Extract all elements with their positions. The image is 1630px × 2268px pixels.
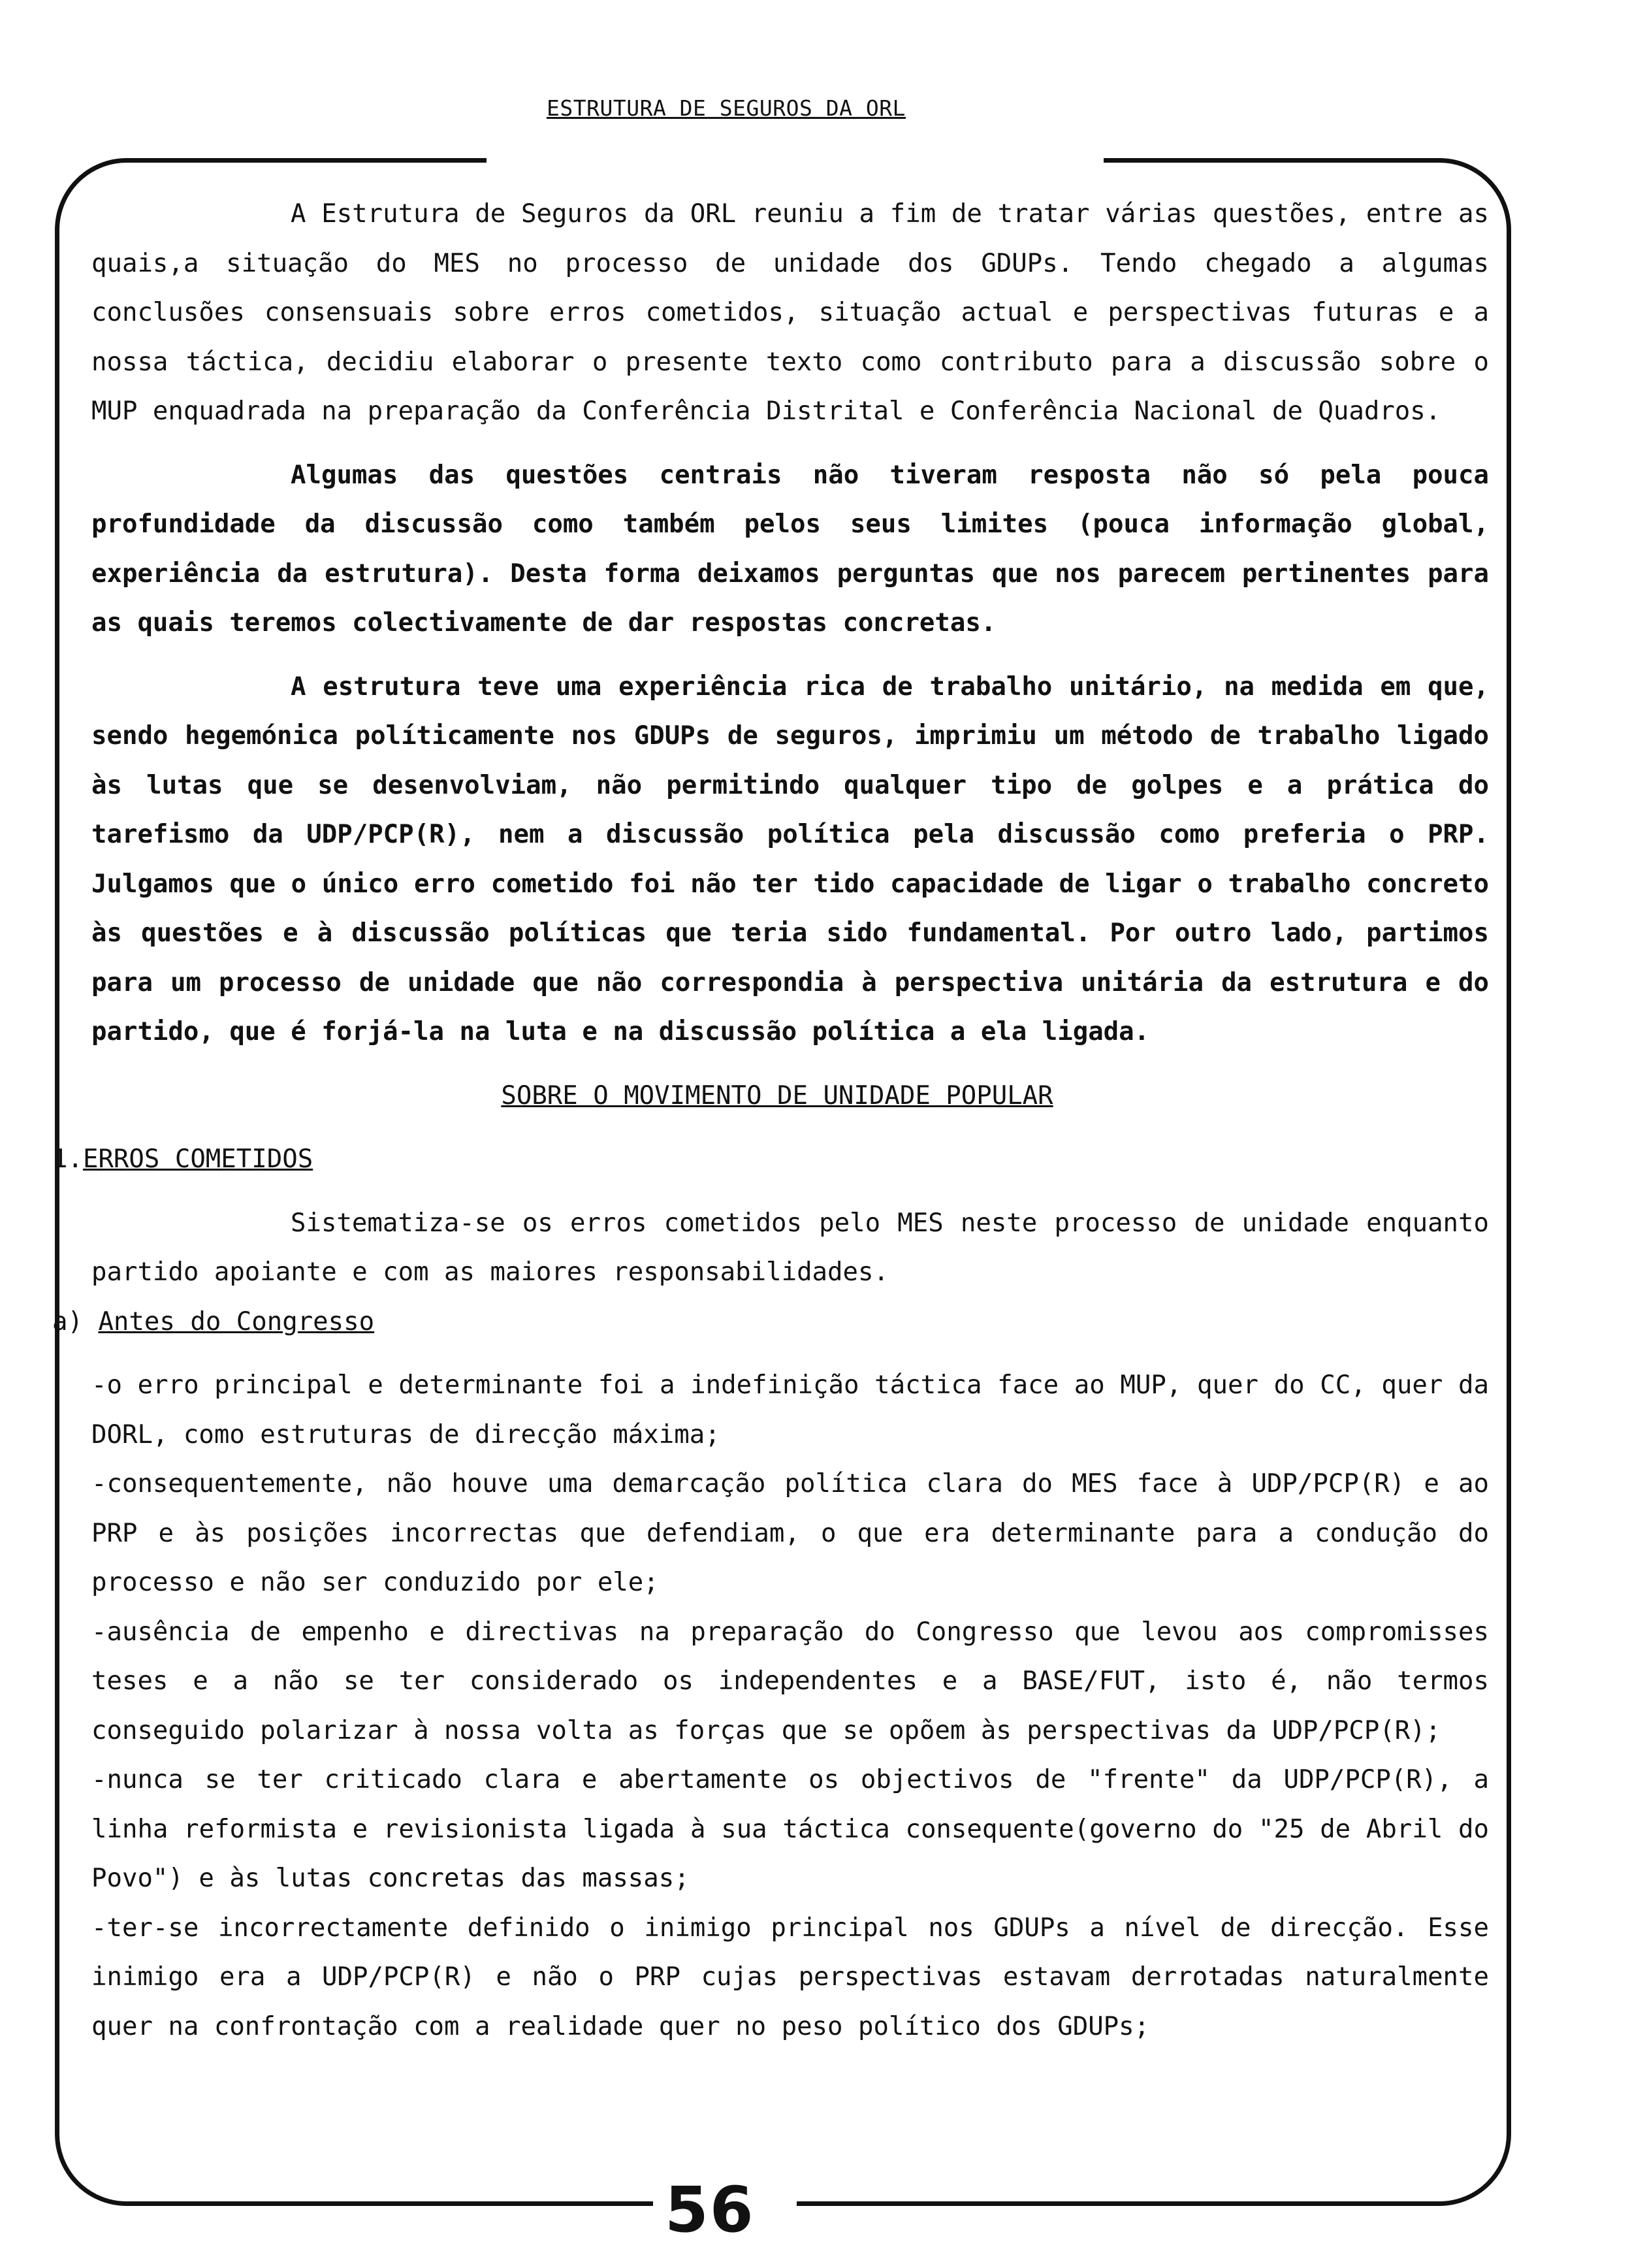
paragraph-1: A Estrutura de Seguros da ORL reuniu a fim de tratar várias questões, entre as quais,a situação do MES no processo de unidade dos GDUPs. Tendo chegado a algumas conclusões consensuais sobre erros cometidos, situação actual e perspectivas futuras e a nossa táctica, decidiu elaborar o presente texto como contributo para a discussão sobre o MUP enquadrada na preparação da Conferência Distrital e Conferência Nacional de Quadros.: [91, 199, 1489, 426]
heading-text: ERROS COMETIDOS: [82, 1144, 313, 1174]
list-item: -ausência de empenho e directivas na preparação do Congresso que levou aos compromisses teses e a não se ter considerado os independentes e a BASE/FUT, isto é, não termos conseguido polarizar à nossa volta as forças que se opõem às perspectivas da UDP/PCP(R);: [91, 1617, 1489, 1745]
frame-gap-top: [487, 147, 1104, 173]
section-title: SOBRE O MOVIMENTO DE UNIDADE POPULAR: [501, 1080, 1053, 1110]
subheading-text: Antes do Congresso: [98, 1306, 375, 1336]
page-number: 56: [665, 2173, 755, 2246]
document-title: ESTRUTURA DE SEGUROS DA ORL: [547, 95, 906, 121]
document-body: [52, 189, 1502, 2051]
subheading-antes-do-congresso: [52, 1297, 1502, 1347]
paragraph-3: A estrutura teve uma experiência rica de trabalho unitário, na medida em que, sendo hegemónica políticamente nos GDUPs de seguros, imprimiu um método de trabalho ligado às lutas que se desenvolviam, não permitindo qualquer tipo de golpes e a prática do tarefismo da UDP/PCP(R), nem a discussão política pela discussão como preferia o PRP. Julgamos que o único erro cometido foi não ter tido capacidade de ligar o trabalho concreto às questões e à discussão políticas que teria sido fundamental. Por outro lado, partimos para um processo de unidade que não correspondia à perspectiva unitária da estrutura e do partido, que é forjá-la na luta e na discussão política a ela ligada.: [91, 672, 1489, 1046]
intro-paragraph: Sistematiza-se os erros cometidos pelo MES neste processo de unidade enquanto partido apoiante e com as maiores responsabilidades.: [91, 1208, 1489, 1287]
subheading-label: a): [52, 1306, 99, 1336]
error-list: [52, 1361, 1502, 2051]
heading-number: 1.: [52, 1144, 83, 1174]
list-item: -ter-se incorrectamente definido o inimigo principal nos GDUPs a nível de direcção. Esse inimigo era a UDP/PCP(R) e não o PRP cujas perspectivas estavam derrotadas naturalmente quer na confrontação com a realidade quer no peso político dos GDUPs;: [91, 1913, 1489, 2041]
paragraph-2: Algumas das questões centrais não tiveram resposta não só pela pouca profundidade da discussão como também pelos seus limites (pouca informação global, experiência da estrutura). Desta forma deixamos perguntas que nos parecem pertinentes para as quais teremos colectivamente de dar respostas concretas.: [91, 460, 1489, 638]
list-item: -o erro principal e determinante foi a indefinição táctica face ao MUP, quer do CC, quer da DORL, como estruturas de direcção máxima;: [91, 1370, 1489, 1450]
heading-erros-cometidos: [52, 1135, 1502, 1184]
list-item: -nunca se ter criticado clara e abertamente os objectivos de "frente" da UDP/PCP(R), a linha reformista e revisionista ligada à sua táctica consequente(governo do "25 de Abril do Povo") e às lutas concretas das massas;: [91, 1765, 1489, 1893]
list-item: -consequentemente, não houve uma demarcação política clara do MES face à UDP/PCP(R) e ao PRP e às posições incorrectas que defendiam, o que era determinante para a condução do processo e não ser conduzido por ele;: [91, 1469, 1489, 1597]
